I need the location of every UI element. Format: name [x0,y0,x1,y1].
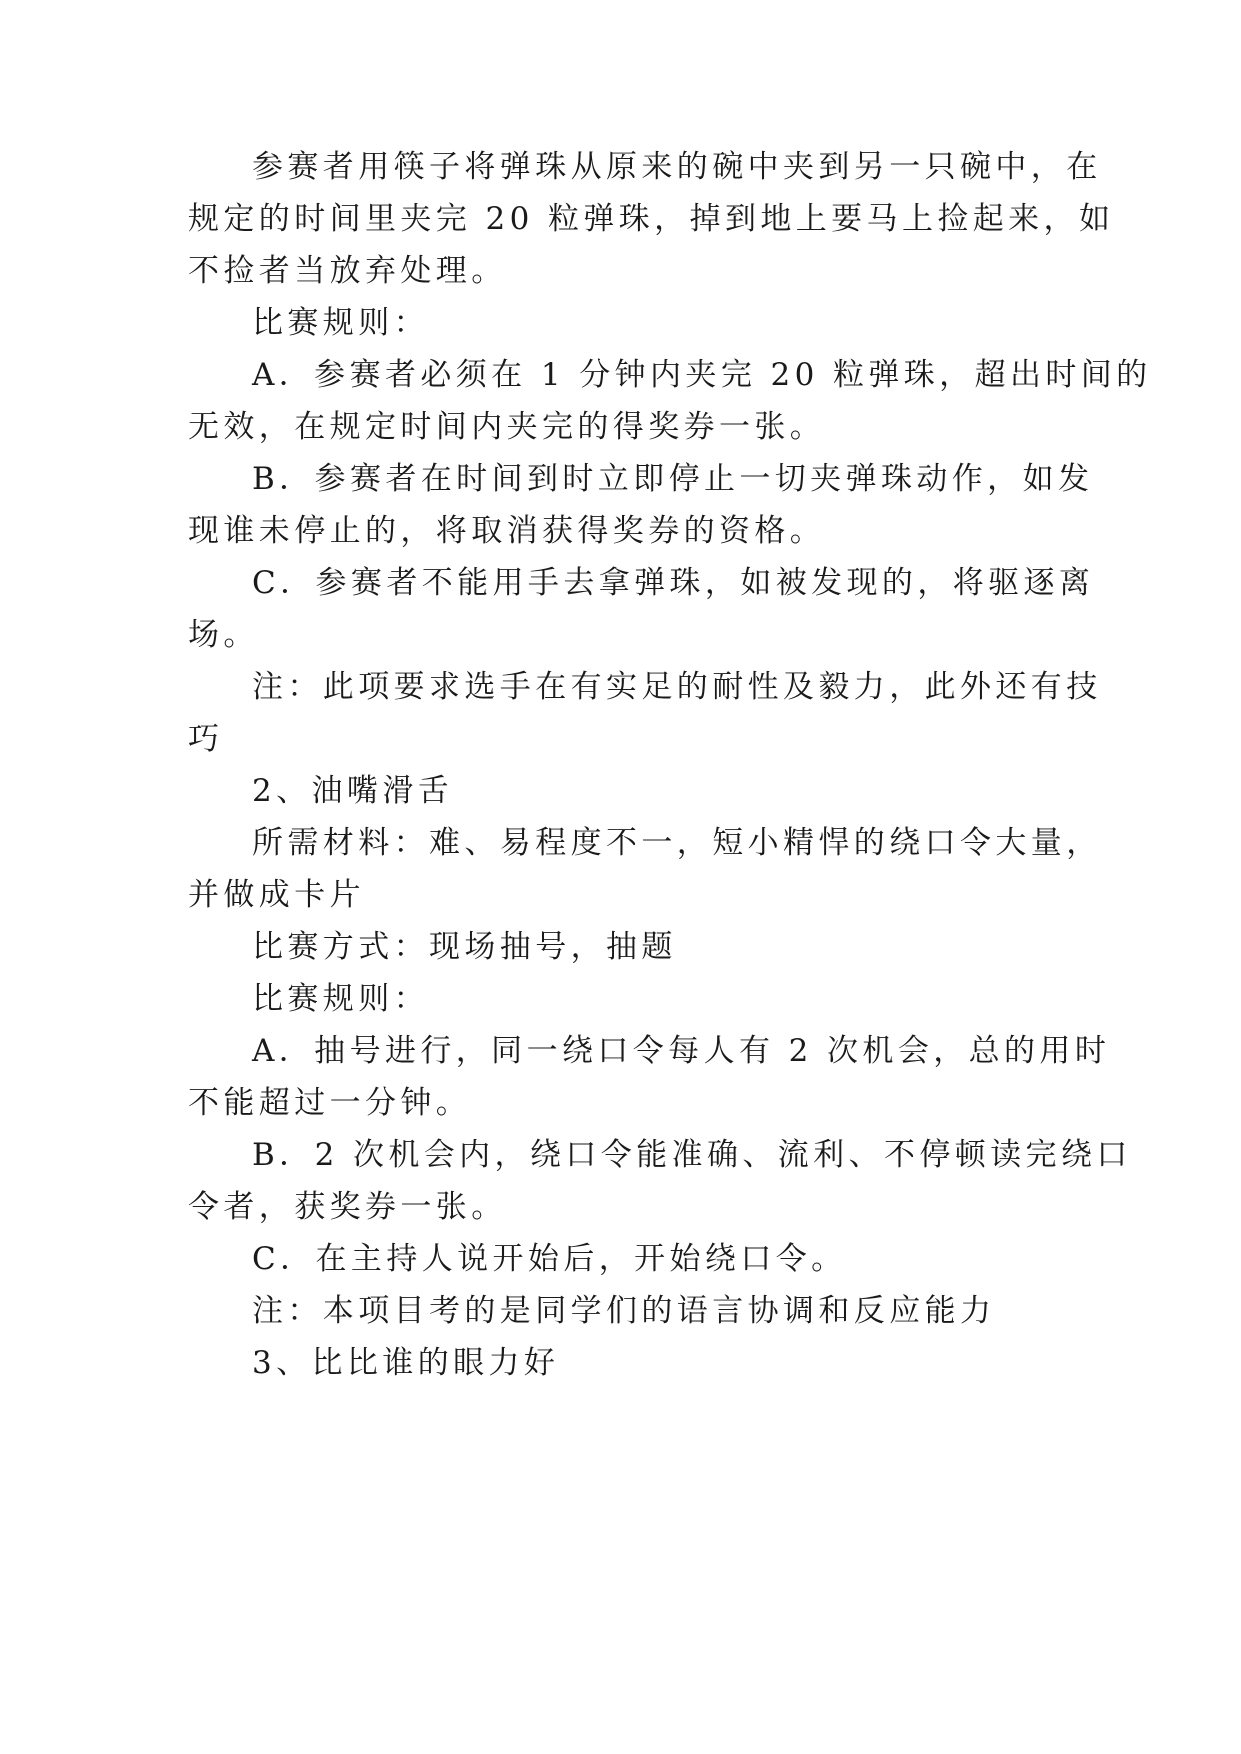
paragraph-line: 所需材料：难、易程度不一，短小精悍的绕口令大量， [252,825,1102,861]
item-heading: 3、比比谁的眼力好 [252,1345,560,1381]
note-line: 注：此项要求选手在有实足的耐性及毅力，此外还有技 [252,669,1102,705]
paragraph-line: 规定的时间里夹完 20 粒弹珠，掉到地上要马上捡起来，如 [188,201,1115,237]
rule-line: A．抽号进行，同一绕口令每人有 2 次机会，总的用时 [252,1033,1111,1069]
rule-line: B．2 次机会内，绕口令能准确、流利、不停顿读完绕口 [252,1137,1132,1173]
rule-line: 无效，在规定时间内夹完的得奖券一张。 [188,409,826,445]
paragraph-line: 并做成卡片 [188,877,365,913]
paragraph-line: 参赛者用筷子将弹珠从原来的碗中夹到另一只碗中，在 [252,149,1102,185]
rule-line: C．在主持人说开始后，开始绕口令。 [252,1241,847,1277]
rule-line: B．参赛者在时间到时立即停止一切夹弹珠动作，如发 [252,461,1094,497]
paragraph-line: 不捡者当放弃处理。 [188,253,507,289]
rule-line: 不能超过一分钟。 [188,1085,472,1121]
note-line: 注：本项目考的是同学们的语言协调和反应能力 [252,1293,996,1329]
section-heading: 比赛规则： [252,305,429,341]
rule-line: 场。 [188,617,259,653]
item-heading: 2、油嘴滑舌 [252,773,454,809]
paragraph-line: 比赛方式：现场抽号，抽题 [252,929,677,965]
section-heading: 比赛规则： [252,981,429,1017]
rule-line: A．参赛者必须在 1 分钟内夹完 20 粒弹珠，超出时间的 [252,357,1152,393]
note-line: 巧 [188,721,224,757]
rule-line: 令者，获奖券一张。 [188,1189,507,1225]
rule-line: 现谁未停止的，将取消获得奖券的资格。 [188,513,826,549]
rule-line: C．参赛者不能用手去拿弹珠，如被发现的，将驱逐离 [252,565,1095,601]
